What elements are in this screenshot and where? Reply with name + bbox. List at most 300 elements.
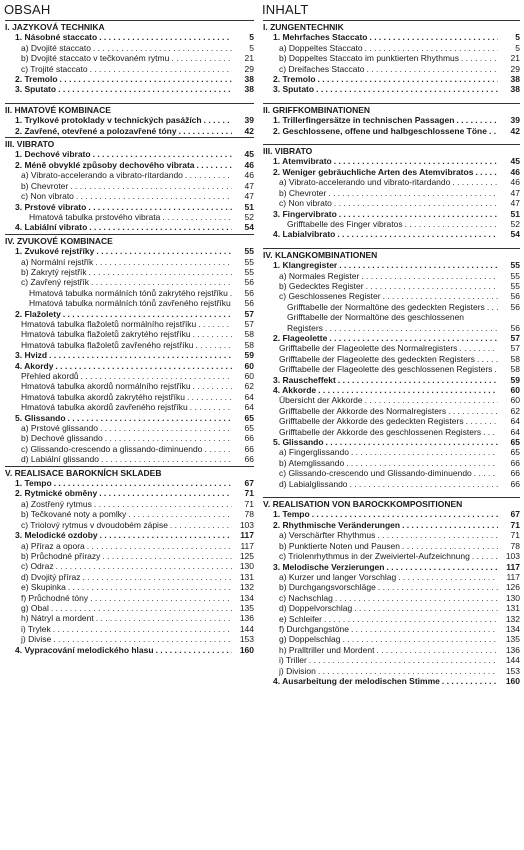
toc-entry-page: 62 <box>232 381 254 391</box>
toc-entry-title: 3. Melodické ozdoby . . . <box>5 530 232 540</box>
toc-entry[interactable] <box>263 156 520 166</box>
toc-entry-page: 57 <box>498 343 520 353</box>
toc-entry[interactable] <box>5 423 254 433</box>
toc-entry[interactable] <box>5 561 254 571</box>
toc-entry[interactable] <box>263 126 520 136</box>
toc-entry-title: 1. Násobné staccato . . . <box>5 32 232 42</box>
toc-entry-page: 65 <box>498 437 520 447</box>
toc-entry-title: Hmatová tabulka flažoletů zakrytého rejstříku . . . <box>5 329 232 339</box>
toc-entry-title: 1. Trylkové protoklady v technických pasážích . . . <box>5 115 232 125</box>
toc-entry-title: c) Geschlossenes Register . . . <box>263 291 498 301</box>
toc-entry-page: 160 <box>498 676 520 686</box>
toc-entry-title: a) Fingerglissando . . . <box>263 447 498 457</box>
toc-entry-title: 3. Hvizd . . . <box>5 350 232 360</box>
toc-entry[interactable] <box>5 257 254 267</box>
toc-entry-page: 38 <box>232 74 254 84</box>
toc-entry-page: 21 <box>232 53 254 63</box>
section-divider <box>263 248 520 249</box>
toc-entry[interactable] <box>5 520 254 530</box>
toc-entry-page: 46 <box>232 170 254 180</box>
toc-entry[interactable] <box>5 572 254 582</box>
toc-entry[interactable] <box>5 488 254 498</box>
toc-entry[interactable] <box>5 160 254 170</box>
toc-entry[interactable] <box>263 666 520 676</box>
toc-entry-page: 134 <box>498 624 520 634</box>
toc-section-heading[interactable] <box>5 22 254 32</box>
toc-entry-title: 3. Sputato . . . <box>263 84 498 94</box>
toc-entry[interactable] <box>5 115 254 125</box>
toc-header: INHALT <box>262 2 309 17</box>
toc-entry[interactable] <box>5 392 254 402</box>
toc-entry[interactable] <box>263 354 520 364</box>
section-divider <box>5 466 254 467</box>
toc-entry-page: 78 <box>498 541 520 551</box>
toc-entry-page: 60 <box>232 361 254 371</box>
toc-entry-title: a) Vibrato-accelerando a vibrato-ritardando . . . <box>5 170 232 180</box>
toc-entry-title: c) Triolový rytmus v dvoudobém zápise . . . <box>5 520 232 530</box>
toc-entry-page: 71 <box>232 499 254 509</box>
toc-section-heading[interactable] <box>263 22 520 32</box>
toc-entry-page: 78 <box>232 509 254 519</box>
toc-entry[interactable] <box>263 676 520 686</box>
toc-entry[interactable] <box>5 170 254 180</box>
toc-entry[interactable] <box>5 361 254 371</box>
toc-entry[interactable] <box>263 375 520 385</box>
toc-entry[interactable] <box>263 427 520 437</box>
toc-entry-page: 42 <box>232 126 254 136</box>
toc-entry-title: Grifftabelle der Flageolette des gedeckten Registers . . . <box>263 354 498 364</box>
section-divider <box>263 103 520 104</box>
toc-entry[interactable] <box>5 478 254 488</box>
toc-entry[interactable] <box>5 64 254 74</box>
toc-entry[interactable] <box>263 53 520 63</box>
toc-section-heading[interactable] <box>263 250 520 260</box>
toc-entry[interactable] <box>5 267 254 277</box>
toc-entry[interactable] <box>5 551 254 561</box>
toc-entry[interactable] <box>263 74 520 84</box>
toc-entry-title: 1. Tempo . . . <box>5 478 232 488</box>
toc-entry-title: 4. Labiální vibrato . . . <box>5 222 232 232</box>
toc-entry-title: b) Chevroter . . . <box>263 188 498 198</box>
toc-entry[interactable] <box>5 298 254 308</box>
toc-entry-title: b) Punktierte Noten und Pausen . . . <box>263 541 498 551</box>
toc-entry-title: 2. Geschlossene, offene und halbgeschlossene Töne . . . <box>263 126 498 136</box>
toc-entry-title: 2. Flažolety . . . <box>5 309 232 319</box>
toc-entry-page: 65 <box>232 423 254 433</box>
toc-entry[interactable] <box>263 43 520 53</box>
toc-entry-title: c) Glissando-crescendo und Glissando-diminuendo . . . <box>263 468 498 478</box>
toc-entry-title: c) Dreifaches Staccato . . . <box>263 64 498 74</box>
toc-entry-title: 2. Zavřené, otevřené a polozavřené tóny . . . <box>5 126 232 136</box>
toc-entry-page: 58 <box>498 364 520 374</box>
toc-entry[interactable] <box>5 645 254 655</box>
toc-entry[interactable] <box>5 309 254 319</box>
toc-entry-page: 51 <box>232 202 254 212</box>
toc-entry-title: a) Normální rejstřík . . . <box>5 257 232 267</box>
toc-entry-title: e) Skupinka . . . <box>5 582 232 592</box>
toc-entry-title: Přehled akordů . . . <box>5 371 232 381</box>
toc-entry[interactable] <box>5 288 254 298</box>
toc-entry[interactable] <box>263 219 520 229</box>
toc-entry-title: b) Durchgangsvorschläge . . . <box>263 582 498 592</box>
toc-entry-title: f) Durchgangstöne . . . <box>263 624 498 634</box>
toc-entry-page: 52 <box>232 212 254 222</box>
toc-section-heading[interactable] <box>263 146 520 156</box>
toc-entry[interactable] <box>5 222 254 232</box>
toc-entry[interactable] <box>5 191 254 201</box>
toc-entry-page: 103 <box>498 551 520 561</box>
toc-entry-title: j) Divise . . . <box>5 634 232 644</box>
toc-entry-title: Grifftabelle der Flageolette des geschlossenen Registers . . . <box>263 364 498 374</box>
toc-entry[interactable] <box>263 582 520 592</box>
toc-entry-page: 125 <box>232 551 254 561</box>
toc-entry-title: i) Trylek . . . <box>5 624 232 634</box>
toc-entry[interactable] <box>263 302 520 312</box>
toc-entry[interactable] <box>263 271 520 281</box>
toc-entry-page: 71 <box>498 530 520 540</box>
toc-entry[interactable] <box>263 395 520 405</box>
toc-entry-title: c) Glissando-crescendo a glissando-diminuendo . . . <box>5 444 232 454</box>
toc-entry-page: 57 <box>232 309 254 319</box>
toc-entry-page: 62 <box>498 406 520 416</box>
section-divider <box>263 144 520 145</box>
toc-entry-page: 58 <box>232 340 254 350</box>
toc-entry[interactable] <box>5 413 254 423</box>
toc-entry-title: g) Obal . . . <box>5 603 232 613</box>
toc-entry-page: 55 <box>232 246 254 256</box>
toc-entry-page: 144 <box>498 655 520 665</box>
section-divider <box>263 20 520 21</box>
toc-entry-title: I. JAZYKOVÁ TECHNIKA <box>5 22 105 32</box>
toc-entry-page: 47 <box>498 198 520 208</box>
toc-entry[interactable] <box>5 149 254 159</box>
toc-entry-page: 56 <box>232 277 254 287</box>
toc-entry-title: 1. Klangregister . . . <box>263 260 498 270</box>
toc-entry[interactable] <box>263 416 520 426</box>
toc-entry-page: 67 <box>232 478 254 488</box>
toc-entry[interactable] <box>263 458 520 468</box>
toc-entries <box>4 20 254 655</box>
toc-entry-title: b) Zakrytý rejstřík . . . <box>5 267 232 277</box>
toc-entry[interactable] <box>5 212 254 222</box>
toc-entry-title: b) Průchodné přírazy . . . <box>5 551 232 561</box>
toc-section-heading[interactable] <box>5 139 254 149</box>
toc-entry-page: 71 <box>232 488 254 498</box>
toc-entry-page: 160 <box>232 645 254 655</box>
toc-entry[interactable] <box>263 198 520 208</box>
toc-entry-page: 54 <box>232 222 254 232</box>
toc-entry-page: 135 <box>498 634 520 644</box>
toc-entry-page: 130 <box>498 593 520 603</box>
toc-entry[interactable] <box>5 381 254 391</box>
toc-entry-title: 2. Weniger gebräuchliche Arten des Atemvibratos . . . <box>263 167 498 177</box>
toc-entry[interactable] <box>263 260 520 270</box>
toc-entry-title: c) Odraz . . . <box>5 561 232 571</box>
toc-entry-page: 56 <box>498 302 520 312</box>
toc-entry-page: 117 <box>498 562 520 572</box>
toc-entry[interactable] <box>263 479 520 489</box>
toc-entry[interactable] <box>263 364 520 374</box>
toc-entry-title: 4. Labialvibrato . . . <box>263 229 498 239</box>
toc-entry-page: 38 <box>498 84 520 94</box>
toc-entry[interactable] <box>5 329 254 339</box>
toc-entry[interactable] <box>263 343 520 353</box>
toc-entry[interactable] <box>5 340 254 350</box>
toc-entry-page: 55 <box>232 257 254 267</box>
toc-entry[interactable] <box>263 229 520 239</box>
toc-entry[interactable] <box>5 181 254 191</box>
toc-entry-title: 1. Atemvibrato . . . <box>263 156 498 166</box>
toc-entry-page: 64 <box>232 392 254 402</box>
toc-entry-title: III. VIBRATO <box>263 146 313 157</box>
toc-entry[interactable] <box>263 468 520 478</box>
toc-entry-title: 4. Ausarbeitung der melodischen Stimme . . . <box>263 676 498 686</box>
toc-entry[interactable] <box>263 593 520 603</box>
toc-entry-title: IV. KLANGKOMBINATIONEN <box>263 249 378 260</box>
toc-entry[interactable] <box>263 281 520 291</box>
toc-entry[interactable] <box>5 634 254 644</box>
toc-entry-title: Grifftabelle der Flageolette des Normalregisters . . . <box>263 343 498 353</box>
toc-entry[interactable] <box>263 634 520 644</box>
toc-entry[interactable] <box>5 277 254 287</box>
toc-entry-page: 21 <box>498 53 520 63</box>
toc-entry[interactable] <box>5 371 254 381</box>
section-divider <box>263 497 520 498</box>
toc-entry-page: 153 <box>232 634 254 644</box>
toc-entry-title: 2. Tremolo . . . <box>5 74 232 84</box>
toc-entry[interactable] <box>5 541 254 551</box>
toc-entry-page: 144 <box>232 624 254 634</box>
toc-entry-page: 47 <box>498 188 520 198</box>
toc-entry[interactable] <box>5 350 254 360</box>
toc-entry-title: 2. Méně obvyklé způsoby dechového vibrata . . . <box>5 160 232 170</box>
toc-entry[interactable] <box>5 499 254 509</box>
toc-entry-title: 1. Mehrfaches Staccato . . . <box>263 32 498 42</box>
toc-entry[interactable] <box>263 614 520 624</box>
section-divider <box>5 234 254 235</box>
toc-entry[interactable] <box>5 582 254 592</box>
toc-entry-page: 134 <box>232 593 254 603</box>
toc-entry[interactable] <box>263 188 520 198</box>
toc-entry-title: a) Dvojité staccato . . . <box>5 43 232 53</box>
toc-entry[interactable] <box>5 319 254 329</box>
toc-entry[interactable] <box>263 645 520 655</box>
toc-entry-title: 3. Fingervibrato . . . <box>263 209 498 219</box>
toc-entry-title: c) Trojité staccato . . . <box>5 64 232 74</box>
toc-entry-title: b) Tečkované noty a pomlky . . . <box>5 509 232 519</box>
toc-column-german <box>262 0 520 686</box>
toc-entry-title: c) Nachschlag . . . <box>263 593 498 603</box>
toc-entry-page: 39 <box>232 115 254 125</box>
toc-entry-title: d) Dvojitý příraz . . . <box>5 572 232 582</box>
toc-entry-title: 3. Prstové vibrato . . . <box>5 202 232 212</box>
toc-section-heading[interactable] <box>5 236 254 246</box>
toc-entry[interactable] <box>5 402 254 412</box>
toc-entry-page: 117 <box>232 530 254 540</box>
toc-entry-title: a) Kurzer und langer Vorschlag . . . <box>263 572 498 582</box>
toc-entry-page: 55 <box>498 271 520 281</box>
toc-entry-title: Hmatová tabulka flažoletů normálního rejstříku . . . <box>5 319 232 329</box>
toc-entry[interactable] <box>263 177 520 187</box>
toc-entry-page: 38 <box>232 84 254 94</box>
toc-entry-page: 136 <box>498 645 520 655</box>
toc-entry[interactable] <box>263 167 520 177</box>
toc-entry-page: 117 <box>232 541 254 551</box>
section-divider <box>5 103 254 104</box>
toc-column-czech <box>4 0 254 655</box>
toc-entry-page: 131 <box>498 603 520 613</box>
toc-entry-page: 57 <box>232 319 254 329</box>
toc-entry[interactable] <box>263 603 520 613</box>
toc-entry-title: 4. Akkorde . . . <box>263 385 498 395</box>
toc-entry[interactable] <box>5 84 254 94</box>
toc-entry-title: Grifftabelle der Normaltöne des gedeckten Registers . . . <box>263 302 498 312</box>
toc-entry-page: 5 <box>498 32 520 42</box>
toc-entry[interactable] <box>263 64 520 74</box>
toc-entry-title: 3. Rauscheffekt . . . <box>263 375 498 385</box>
toc-entry-title: d) Doppelvorschlag . . . <box>263 603 498 613</box>
toc-entry[interactable] <box>263 291 520 301</box>
toc-entry-page: 51 <box>498 209 520 219</box>
toc-entry[interactable] <box>263 447 520 457</box>
toc-header: OBSAH <box>4 2 51 17</box>
toc-entry[interactable] <box>5 603 254 613</box>
toc-entry-page: 56 <box>232 288 254 298</box>
toc-entry[interactable] <box>263 541 520 551</box>
toc-entry-page: 5 <box>232 32 254 42</box>
toc-entry-page: 67 <box>498 509 520 519</box>
toc-section-heading[interactable] <box>263 499 520 509</box>
toc-entry[interactable] <box>5 509 254 519</box>
toc-entry[interactable] <box>5 530 254 540</box>
toc-entry[interactable] <box>263 406 520 416</box>
toc-entry-title: a) Vibrato-accelerando und vibrato-ritardando . . . <box>263 177 498 187</box>
toc-entry-title: b) Chevroter . . . <box>5 181 232 191</box>
toc-entry-title: Grifftabelle der Akkorde des Normalregisters . . . <box>263 406 498 416</box>
toc-entry[interactable] <box>263 437 520 447</box>
toc-entry-page: 60 <box>498 395 520 405</box>
toc-section-heading[interactable] <box>263 105 520 115</box>
toc-entry[interactable] <box>263 530 520 540</box>
toc-entry-title: h) Pralltriller und Mordent . . . <box>263 645 498 655</box>
toc-entry-title: 1. Zvukové rejstříky . . . <box>5 246 232 256</box>
toc-entry-page: 153 <box>498 666 520 676</box>
toc-entry[interactable] <box>263 333 520 343</box>
toc-entry-title: 1. Dechové vibrato . . . <box>5 149 232 159</box>
toc-entry-page: 65 <box>498 447 520 457</box>
toc-entry-page: 47 <box>232 181 254 191</box>
toc-entry[interactable] <box>5 593 254 603</box>
toc-entry-page: 66 <box>232 433 254 443</box>
toc-entry[interactable] <box>263 624 520 634</box>
toc-entry[interactable] <box>263 520 520 530</box>
toc-entry-title: Übersicht der Akkorde . . . <box>263 395 498 405</box>
toc-entry-title: Grifftabelle der Akkorde des geschlossenen Registers . . . <box>263 427 498 437</box>
toc-entry[interactable] <box>263 572 520 582</box>
toc-entry[interactable] <box>263 385 520 395</box>
toc-entry[interactable] <box>5 74 254 84</box>
toc-entry-title: a) Příraz a opora . . . <box>5 541 232 551</box>
toc-entry-title: IV. ZVUKOVÉ KOMBINACE <box>5 235 113 246</box>
toc-entry-title: e) Schleifer . . . <box>263 614 498 624</box>
toc-entry-page: 132 <box>498 614 520 624</box>
toc-entry-page: 66 <box>232 454 254 464</box>
section-divider <box>5 137 254 138</box>
toc-entry[interactable] <box>5 43 254 53</box>
toc-entries <box>262 20 520 686</box>
toc-entry-page: 64 <box>232 402 254 412</box>
toc-entry-page: 45 <box>498 156 520 166</box>
toc-entry-title: 4. Vypracování melodického hlasu . . . <box>5 645 232 655</box>
toc-entry-page: 66 <box>498 458 520 468</box>
toc-entry-title: j) Division . . . <box>263 666 498 676</box>
toc-entry-page: 132 <box>232 582 254 592</box>
toc-entry-title: V. REALISATION VON BAROCKKOMPOSITIONEN <box>263 499 463 510</box>
toc-entry-page: 58 <box>498 354 520 364</box>
toc-entry-title: 2. Rhythmische Veränderungen . . . <box>263 520 498 530</box>
toc-entry-page: 135 <box>232 603 254 613</box>
toc-entry[interactable] <box>5 433 254 443</box>
toc-entry-page: 55 <box>498 260 520 270</box>
toc-entry[interactable] <box>5 454 254 464</box>
toc-entry-title: c) Triolenrhythmus in der Zweiviertel-Aufzeichnung . . . <box>263 551 498 561</box>
toc-entry[interactable] <box>5 202 254 212</box>
toc-entry[interactable] <box>263 509 520 519</box>
toc-section-heading[interactable] <box>5 468 254 478</box>
toc-entry-page: 66 <box>498 479 520 489</box>
toc-entry-title: Hmatová tabulka flažoletů zavřeného rejstříku . . . <box>5 340 232 350</box>
toc-entry-title: 1. Tempo . . . <box>263 509 498 519</box>
toc-entry-title: Hmatová tabulka akordů normálního rejstříku . . . <box>5 381 232 391</box>
toc-entry-page: 46 <box>498 177 520 187</box>
toc-entry-title: III. VIBRATO <box>5 139 55 150</box>
toc-entry-title: b) Dechové glissando . . . <box>5 433 232 443</box>
toc-entry-page: 131 <box>232 572 254 582</box>
toc-entry-title: 5. Glissando . . . <box>5 413 232 423</box>
toc-entry-title: c) Non vibrato . . . <box>263 198 498 208</box>
toc-entry-page: 29 <box>498 64 520 74</box>
toc-entry-title: c) Zavřený rejstřík . . . <box>5 277 232 287</box>
toc-entry-title: c) Non vibrato . . . <box>5 191 232 201</box>
toc-entry-page: 47 <box>232 191 254 201</box>
toc-entry[interactable] <box>263 84 520 94</box>
toc-entry-title: II. HMATOVÉ KOMBINACE <box>5 104 111 115</box>
toc-entry[interactable] <box>5 624 254 634</box>
toc-entry[interactable] <box>263 562 520 572</box>
toc-entry[interactable] <box>5 613 254 623</box>
toc-entry-title: d) Labiální glissando . . . <box>5 454 232 464</box>
toc-entry[interactable] <box>263 32 520 42</box>
toc-entry[interactable] <box>263 551 520 561</box>
toc-section-heading[interactable] <box>5 105 254 115</box>
toc-entry-page: 71 <box>498 520 520 530</box>
toc-entry[interactable] <box>263 115 520 125</box>
toc-entry[interactable] <box>263 655 520 665</box>
toc-entry[interactable] <box>5 246 254 256</box>
toc-entry[interactable] <box>5 126 254 136</box>
toc-entry[interactable] <box>5 444 254 454</box>
toc-entry[interactable] <box>263 312 520 333</box>
toc-entry-page: 46 <box>232 160 254 170</box>
toc-entry[interactable] <box>263 209 520 219</box>
toc-entry-page: 59 <box>498 375 520 385</box>
toc-entry[interactable] <box>5 32 254 42</box>
toc-entry[interactable] <box>5 53 254 63</box>
toc-entry-page: 55 <box>232 267 254 277</box>
toc-entry-title: 2. Flageolette . . . <box>263 333 498 343</box>
toc-entry-title: 2. Rytmické obměny . . . <box>5 488 232 498</box>
toc-entry-page: 58 <box>232 329 254 339</box>
